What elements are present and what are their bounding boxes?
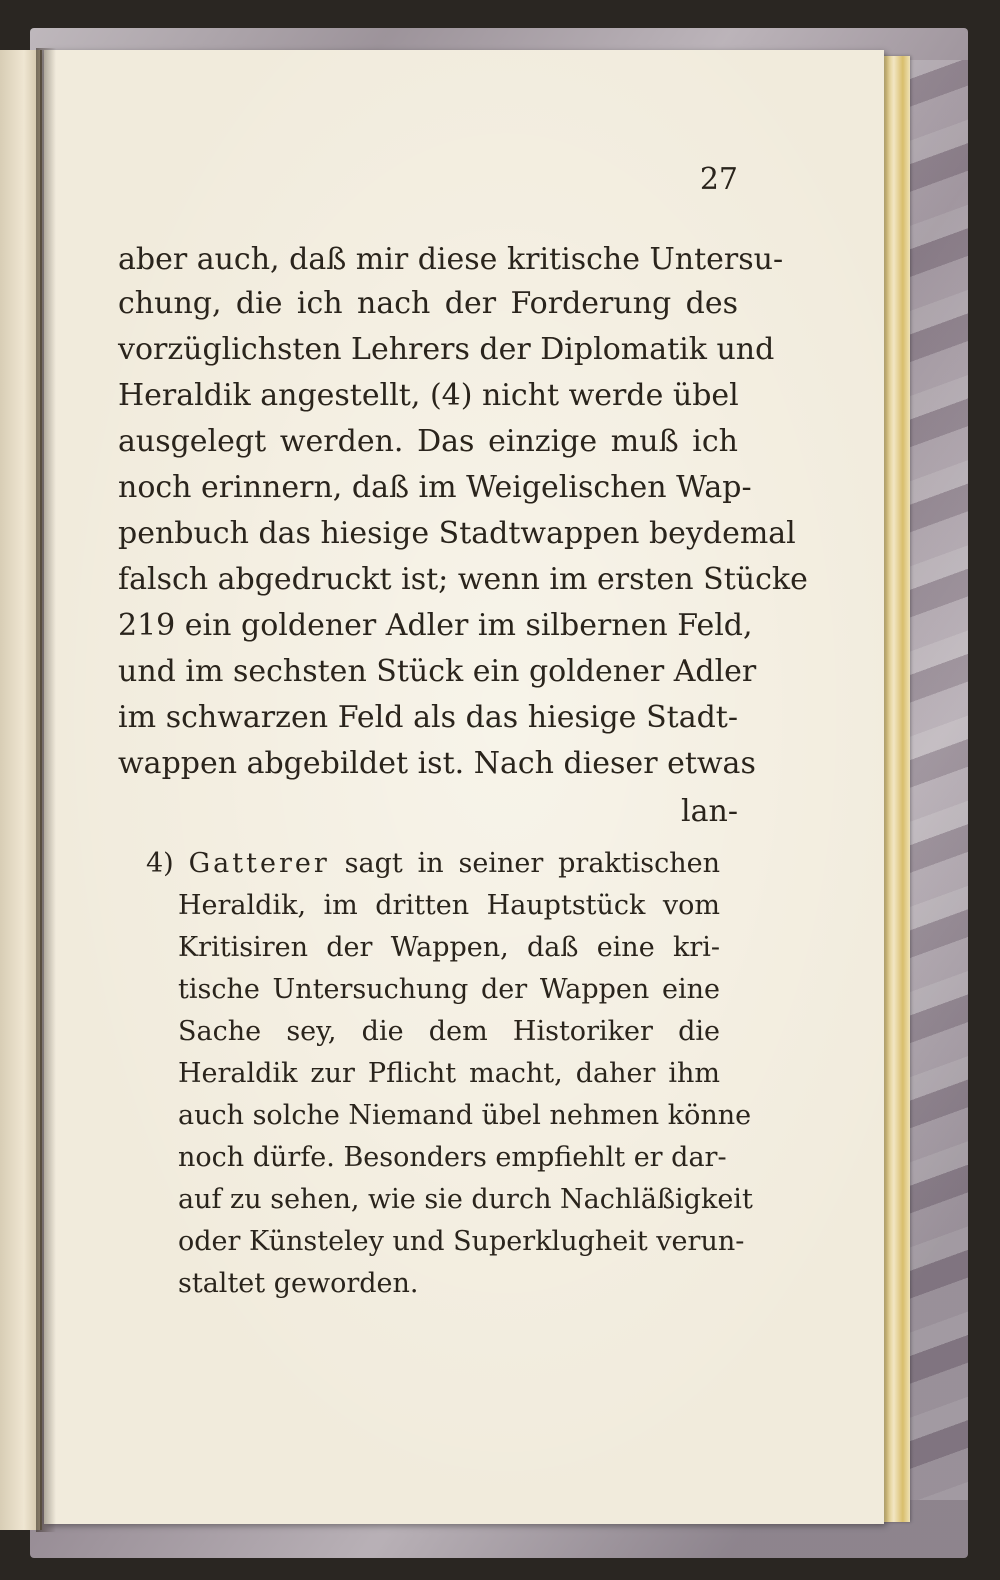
footnote-first-line — [146, 846, 720, 882]
body-line: 219 ein goldener Adler im silbernen Feld, — [118, 608, 753, 643]
page-number: 27 — [699, 162, 738, 197]
footnote-first-line-text: sagt in seiner praktischen — [344, 848, 720, 879]
body-line: chung, die ich nach der Forderung des — [118, 286, 738, 321]
footnote-marker: 4) — [146, 848, 174, 879]
body-line: und im sechsten Stück ein goldener Adler — [118, 654, 757, 689]
footnote-line: auch solche Niemand übel nehmen könne — [178, 1100, 752, 1131]
body-line: ausgelegt werden. Das einzige muß ich — [118, 424, 738, 459]
footnote-line: staltet geworden. — [178, 1268, 419, 1299]
catchword: lan- — [681, 794, 738, 829]
footnote-line: oder Künsteley und Superklugheit verun- — [178, 1226, 745, 1257]
footnote-line: Heraldik zur Pflicht macht, daher ihm — [178, 1058, 720, 1089]
footnote-line: Heraldik, im dritten Hauptstück vom — [178, 890, 720, 921]
body-line: penbuch das hiesige Stadtwappen beydemal — [118, 516, 796, 551]
body-line: aber auch, daß mir diese kritische Untersu- — [118, 242, 784, 277]
footnote-line: tische Untersuchung der Wappen eine — [178, 974, 720, 1005]
gutter-shadow — [36, 48, 56, 1532]
body-line: noch erinnern, daß im Weigelischen Wap- — [118, 470, 752, 505]
body-line: vorzüglichsten Lehrers der Diplomatik und — [118, 332, 775, 367]
footnote-author: Gatterer — [188, 848, 330, 879]
body-line: wappen abgebildet ist. Nach dieser etwas — [118, 746, 756, 781]
footnote-line: noch dürfe. Besonders empfiehlt er dar- — [178, 1142, 727, 1173]
footnote-line: Kritisiren der Wappen, daß eine kri- — [178, 932, 720, 963]
footnote-line: Sache sey, die dem Historiker die — [178, 1016, 720, 1047]
body-line: im schwarzen Feld als das hiesige Stadt- — [118, 700, 738, 735]
body-line: Heraldik angestellt, (4) nicht werde übel — [118, 378, 739, 413]
footnote-line: auf zu sehen, wie sie durch Nachläßigkeit — [178, 1184, 753, 1215]
body-line: falsch abgedruckt ist; wenn im ersten Stücke — [118, 562, 808, 597]
